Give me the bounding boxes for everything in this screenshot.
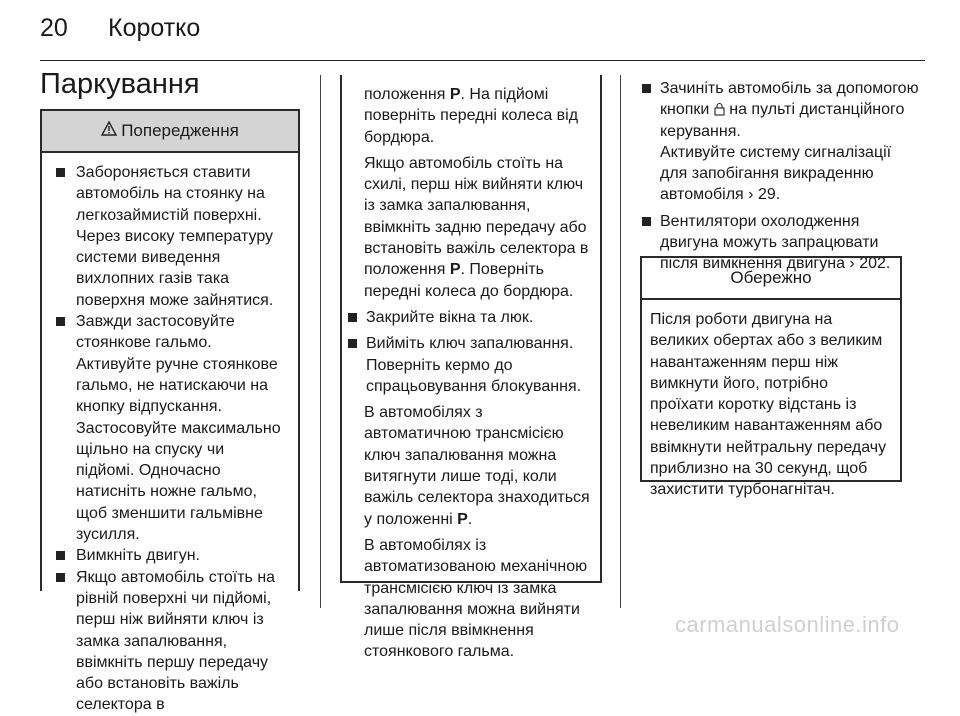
page-reference-link[interactable]: 29. [757, 186, 781, 204]
watermark: carmanualsonline.info [675, 612, 900, 637]
caution-text: Після роботи двигуна на великих обертах або з великим навантаженням перш ніж вимкнути його, потрібно проїхати коротку відстань із невеликим навантаженням або ввімкнути нейтральну передачу приблизно на 30 секунд, щоб захистити турбонагнітач. [650, 311, 887, 499]
continued-text: положення P. На підйомі поверніть передні колеса від бордюра. [364, 86, 579, 146]
warning-triangle-icon [101, 121, 117, 141]
column-divider-left [320, 75, 321, 608]
column-divider-right [620, 75, 621, 608]
reference-arrow-icon: › [849, 255, 855, 273]
alarm-paragraph: Активуйте систему сигналізації для запобігання викраденню автомобіля › 29. [660, 143, 892, 204]
page-number: 20 [40, 14, 68, 42]
warning-item-4: Якщо автомобіль стоїть на рівній поверхні чи підйомі, перш ніж вийняти ключ із замка запалювання, ввімкніть першу передачу або встановіть важіль селектора в [54, 567, 286, 716]
section-title: Паркування [40, 68, 200, 100]
automatic-note: В автомобілях з автоматичною трансмісією ключ запалювання можна витягнути лише тоді, коли важіль селектора знаходиться у положенні P. [364, 404, 590, 528]
reference-arrow-icon: › [748, 186, 754, 204]
middle-column [340, 75, 602, 661]
page-reference-link[interactable]: 202. [859, 255, 891, 273]
right-bullet-2: Вентилятори охолодження двигуна можуть запрацювати після вимкнення двигуна › 202. [640, 211, 920, 275]
warning-item-1: Забороняється ставити автомобіль на стоянку на легкозаймистій поверхні. Через високу температуру системи виведення вихлопних газів така поверхня може зайнятися. [54, 162, 286, 311]
automated-manual-note: В автомобілях із автоматизованою механічною трансмісією ключ із замка запалювання можна вийняти лише після ввімкнення стоянкового гальма. [364, 536, 588, 661]
slope-paragraph: Якщо автомобіль стоїть на схилі, перш ніж вийняти ключ із замка запалювання, ввімкніть задню передачу або встановіть важіль селектора в положення P. Поверніть передні колеса до бордюра. [364, 154, 589, 300]
caution-box [640, 256, 902, 499]
warning-header [42, 111, 298, 153]
right-column [640, 78, 920, 275]
warning-item-2: Завжди застосовуйте стоянкове гальмо. Активуйте ручне стоянкове гальмо, не натискаючи на кнопку відпускання. Застосовуйте максимально щільно на спуску чи підйомі. Одночасно натисніть ножне гальмо, щоб зменшити гальмівне зусилля. [54, 311, 286, 545]
warning-box [40, 109, 300, 714]
lock-icon [714, 101, 725, 118]
caution-heading: Обережно [642, 258, 900, 300]
chapter-title: Коротко [108, 14, 201, 42]
right-bullet-1: Зачиніть автомобіль за допомогою кнопки на пульті дистанційного керування. [640, 78, 920, 142]
header-rule [40, 60, 925, 61]
middle-bullet-2: Вийміть ключ запалювання. Поверніть кермо до спрацьовування блокування. [348, 333, 592, 397]
warning-heading: Попередження [121, 121, 239, 140]
middle-bullet-1: Закрийте вікна та люк. [348, 307, 592, 328]
warning-item-3: Вимкніть двигун. [54, 545, 286, 566]
